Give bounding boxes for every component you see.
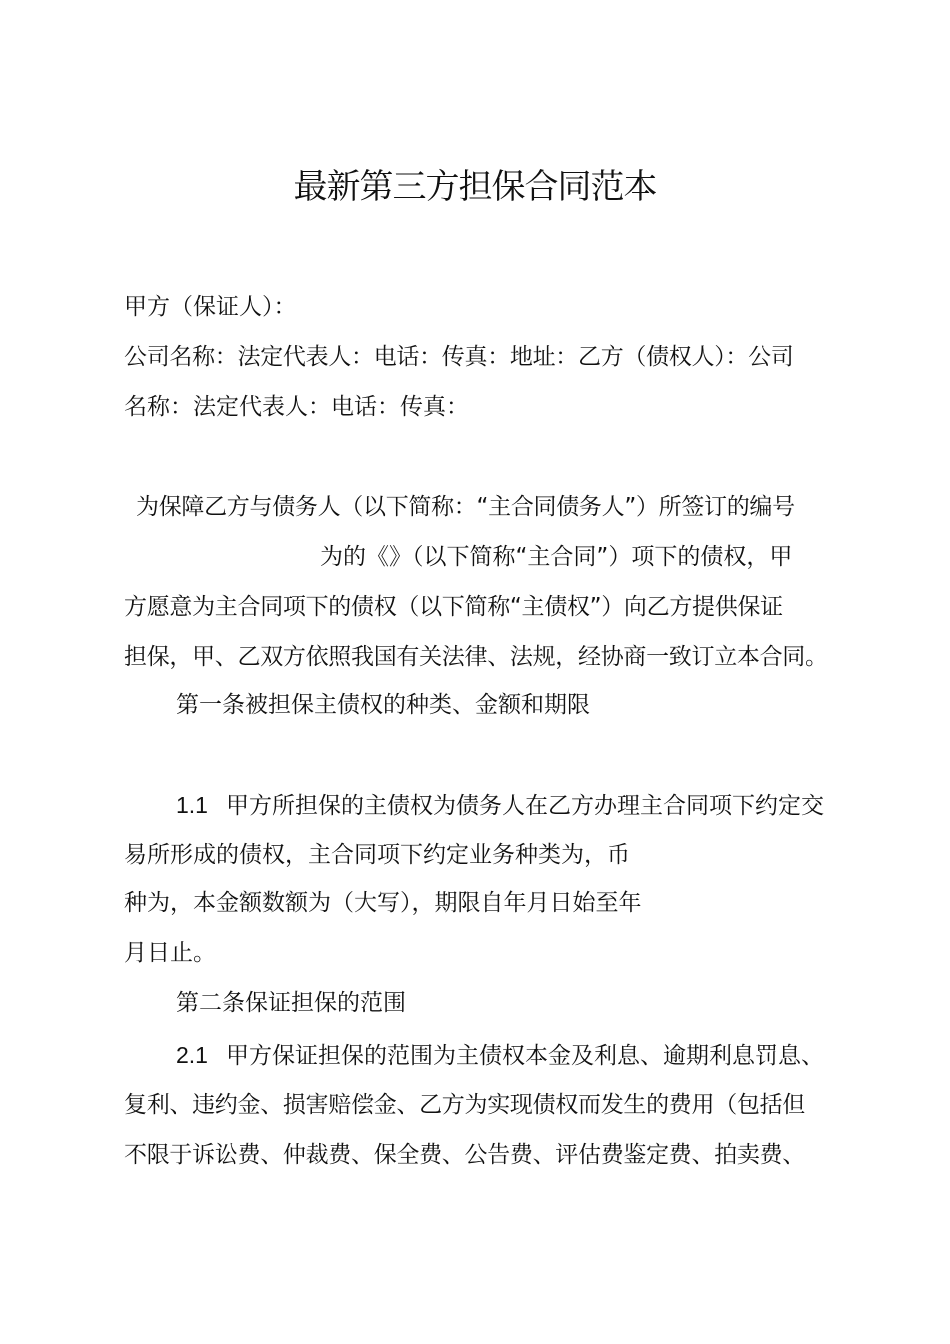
clause-2-1-continued: 不限于诉讼费、仲裁费、保全费、公告费、评估费鉴定费、拍卖费、 bbox=[124, 1142, 806, 1168]
clause-1-1-continued: 种为，本金额数额为（大写），期限自年月日始至年 bbox=[124, 890, 642, 916]
preamble-line: 担保，甲、乙双方依照我国有关法律、法规，经协商一致订立本合同。 bbox=[124, 644, 828, 670]
clause-1-1-continued: 月日止。 bbox=[124, 940, 216, 966]
clause-number: 1.1 bbox=[176, 792, 208, 818]
clause-number: 2.1 bbox=[176, 1042, 208, 1068]
party-info-line-continued: 名称：法定代表人：电话：传真： bbox=[124, 394, 469, 420]
clause-1-1-continued: 易所形成的债权，主合同项下约定业务种类为，币 bbox=[124, 842, 630, 868]
clause-2-1 bbox=[176, 1039, 824, 1072]
clause-1-1 bbox=[176, 789, 824, 822]
preamble-line: 方愿意为主合同项下的债权（以下简称“主债权”）向乙方提供保证 bbox=[124, 594, 783, 620]
preamble-line: 为保障乙方与债务人（以下简称：“主合同债务人”）所签订的编号 bbox=[136, 494, 795, 520]
article-2-heading: 第二条保证担保的范围 bbox=[176, 990, 406, 1016]
preamble-line: 为的《》（以下简称“主合同”）项下的债权，甲 bbox=[320, 544, 793, 570]
party-info-line: 公司名称：法定代表人：电话：传真：地址：乙方（债权人）：公司 bbox=[124, 344, 794, 370]
clause-text: 甲方保证担保的范围为主债权本金及利息、逾期利息罚息、 bbox=[225, 1043, 824, 1069]
article-1-heading: 第一条被担保主债权的种类、金额和期限 bbox=[176, 692, 590, 718]
clause-text: 甲方所担保的主债权为债务人在乙方办理主合同项下约定交 bbox=[225, 793, 824, 819]
document-title: 最新第三方担保合同范本 bbox=[293, 167, 657, 207]
party-a-heading: 甲方（保证人）： bbox=[124, 294, 297, 320]
clause-2-1-continued: 复利、违约金、损害赔偿金、乙方为实现债权而发生的费用（包括但 bbox=[124, 1092, 806, 1118]
